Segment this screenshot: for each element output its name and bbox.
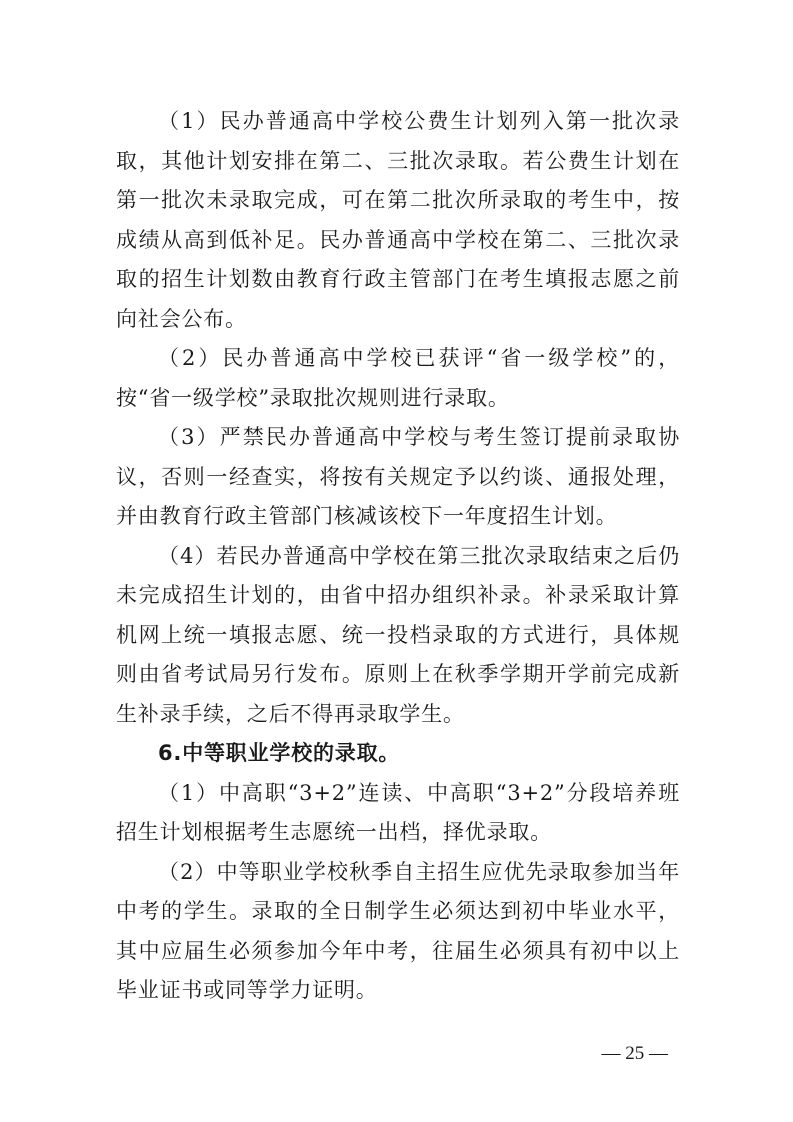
paragraph-provincial-first-class: （2）民办普通高中学校已获评“省一级学校”的，按“省一级学校”录取批次规则进行录取。 bbox=[116, 346, 680, 410]
section-heading: 6.中等职业学校的录取。 bbox=[158, 741, 401, 765]
page-number: — 25 — bbox=[601, 1043, 668, 1064]
paragraph-public-funded-plan: （1）民办普通高中学校公费生计划列入第一批次录取，其他计划安排在第二、三批次录取。若公费生计划在第一批次未录取完成，可在第二批次所录取的考生中，按成绩从高到低补足。民办普通高中学校在第二、三批次录取的招生计划数由教育行政主管部门在考生填报志愿之前向社会公布。 bbox=[116, 109, 680, 331]
paragraph-supplementary-admission: （4）若民办普通高中学校在第三批次录取结束之后仍未完成招生计划的，由省中招办组织补录。补录采取计算机网上统一填报志愿、统一投档录取的方式进行，具体规则由省考试局另行发布。原则上在秋季学期开学前完成新生补录手续，之后不得再录取学生。 bbox=[116, 543, 680, 726]
paragraph-3plus2-program: （1）中高职“3+2”连读、中高职“3+2”分段培养班招生计划根据考生志愿统一出档，择优录取。 bbox=[116, 780, 680, 844]
paragraph-early-admission-ban: （3）严禁民办普通高中学校与考生签订提前录取协议，否则一经查实，将按有关规定予以约谈、通报处理，并由教育行政主管部门核减该校下一年度招生计划。 bbox=[116, 425, 680, 528]
body-text bbox=[116, 102, 680, 1011]
paragraph-autumn-enrollment: （2）中等职业学校秋季自主招生应优先录取参加当年中考的学生。录取的全日制学生必须达到初中毕业水平，其中应届生必须参加今年中考，往届生必须具有初中以上毕业证书或同等学力证明。 bbox=[116, 859, 680, 1002]
